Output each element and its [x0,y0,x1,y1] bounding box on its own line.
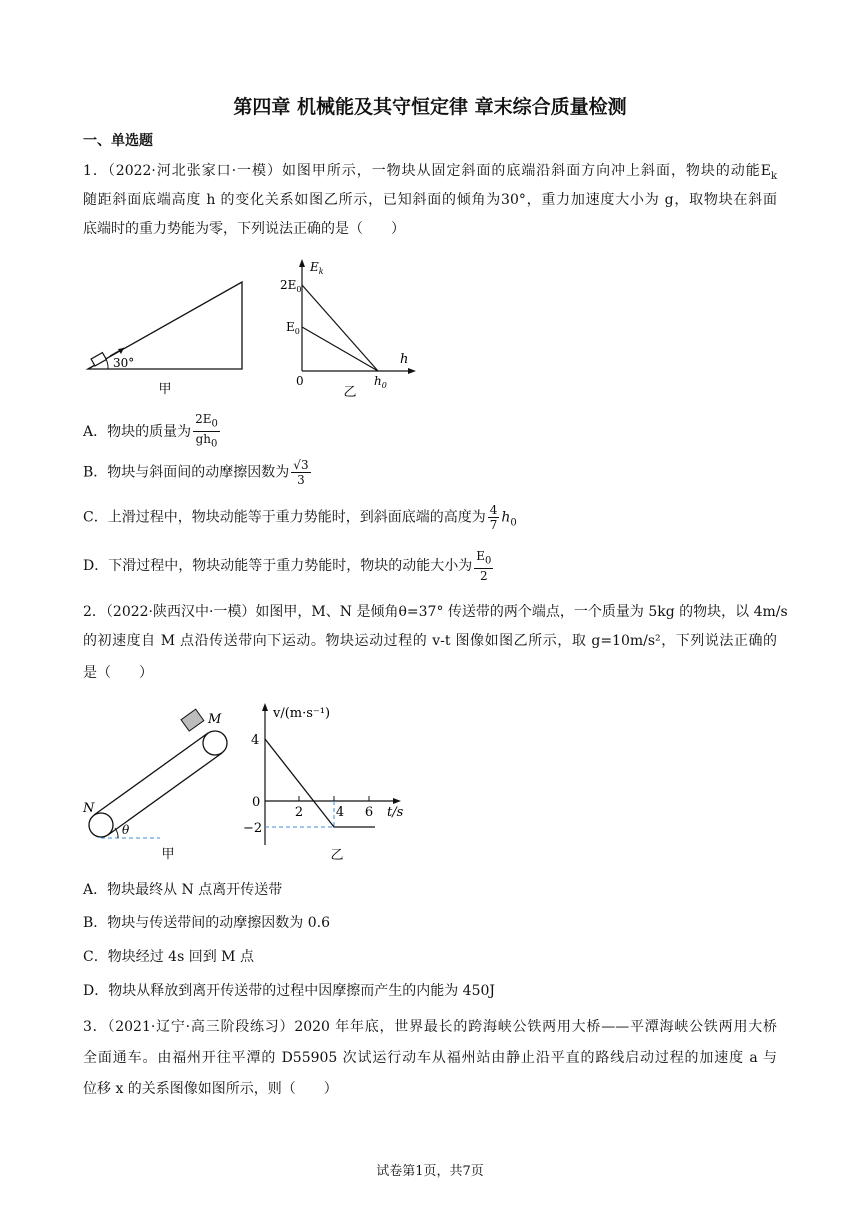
q1-line-3: 底端时的重力势能为零，下列说法正确的是（ ） [83,221,405,237]
q1-y-tick-top: $2E_0$ [280,278,302,294]
q2-line-3: 是（ ） [83,665,153,681]
q2-caption-left: 甲 [161,847,175,862]
q2-figure-graph [245,695,415,870]
q2-option-d[interactable]: D．物块从释放到离开传送带的过程中因摩擦而产生的内能为 450J [83,983,496,999]
q1-y-axis-label: $E_k$ [310,260,324,276]
q1-x-axis-label: h [400,352,409,367]
q2-y-tick-top: 4 [251,733,260,748]
q2-label-n: N [83,801,95,816]
q1-line-1: 1．（2022·河北张家口·一模）如图甲所示，一物块从固定斜面的底端沿斜面方向冲上斜面，物块的动能$E_k$ [83,163,777,182]
section-heading: 一、单选题 [83,133,153,149]
page-footer: 试卷第1页，共7页 [376,1164,484,1179]
q2-angle-label: θ [122,823,130,837]
q1-x-tick: $h_0$ [374,374,387,390]
q2-x-tick-6: 6 [364,805,374,820]
q2-y-axis-label: v/(m·s⁻¹) [273,706,331,721]
q2-origin-label: 0 [252,795,261,810]
q1-y-tick-mid: $E_0$ [286,320,300,336]
q3-line-2: 全面通车。由福州开往平潭的 D55905 次试运行动车从福州站由静止沿平直的路线启动过程的加速度 a 与 [83,1050,777,1066]
q2-option-c[interactable]: C．物块经过 4s 回到 M 点 [83,949,254,965]
q2-caption-right: 乙 [330,848,344,863]
q1-option-d[interactable]: D．下滑过程中，物块动能等于重力势能时，物块的动能大小为 $\frac{E_0}{2}$ [83,549,492,584]
q1-line-2: 随距斜面底端高度 h 的变化关系如图乙所示，已知斜面的倾角为30°，重力加速度大小为 g，取物块在斜面 [83,192,777,208]
page-title: 第四章 机械能及其守恒定律 章末综合质量检测 [233,96,627,118]
q1-figure-incline [80,270,250,400]
q1-figure-graph [270,255,430,400]
q1-option-c[interactable]: C．上滑过程中，物块动能等于重力势能时，到斜面底端的高度为 $\frac{4}{7}$ $h_0$ [83,503,517,532]
q2-figure-conveyor [80,700,250,865]
q2-line-1: 2．（2022·陕西汉中·一模）如图甲，M、N 是倾角θ=37° 传送带的两个端点，一个质量为 5kg 的物块，以 4m/s [83,604,788,620]
q2-line-2: 的初速度自 M 点沿传送带向下运动。物块运动过程的 v-t 图像如图乙所示，取 g=10m/s²，下列说法正确的 [83,633,777,649]
q3-line-3: 位移 x 的关系图像如图所示，则（ ） [83,1081,338,1097]
q2-x-tick-4: 4 [335,805,345,820]
q2-x-axis-label: t/s [387,805,404,820]
q1-option-b[interactable]: B．物块与斜面间的动摩擦因数为 $\frac{√3}{3}$ [83,458,309,487]
q2-option-b[interactable]: B．物块与传送带间的动摩擦因数为 0.6 [83,915,331,931]
q2-label-m: M [208,712,222,727]
q2-y-tick-neg: −2 [243,821,263,836]
q2-option-a[interactable]: A．物块最终从 N 点离开传送带 [83,882,283,898]
q3-line-1: 3．（2021·辽宁·高三阶段练习）2020 年年底，世界最长的跨海峡公铁两用大桥——平潭海峡公铁两用大桥 [83,1019,777,1035]
q1-origin-label: 0 [296,374,304,388]
q1-caption-left: 甲 [158,382,172,397]
q1-angle-label: 30° [113,356,135,370]
q2-x-tick-2: 2 [294,805,304,820]
q1-option-a[interactable]: A．物块的质量为 $\frac{2E_0}{gh_0}$ [83,412,218,450]
q1-caption-right: 乙 [343,385,357,400]
